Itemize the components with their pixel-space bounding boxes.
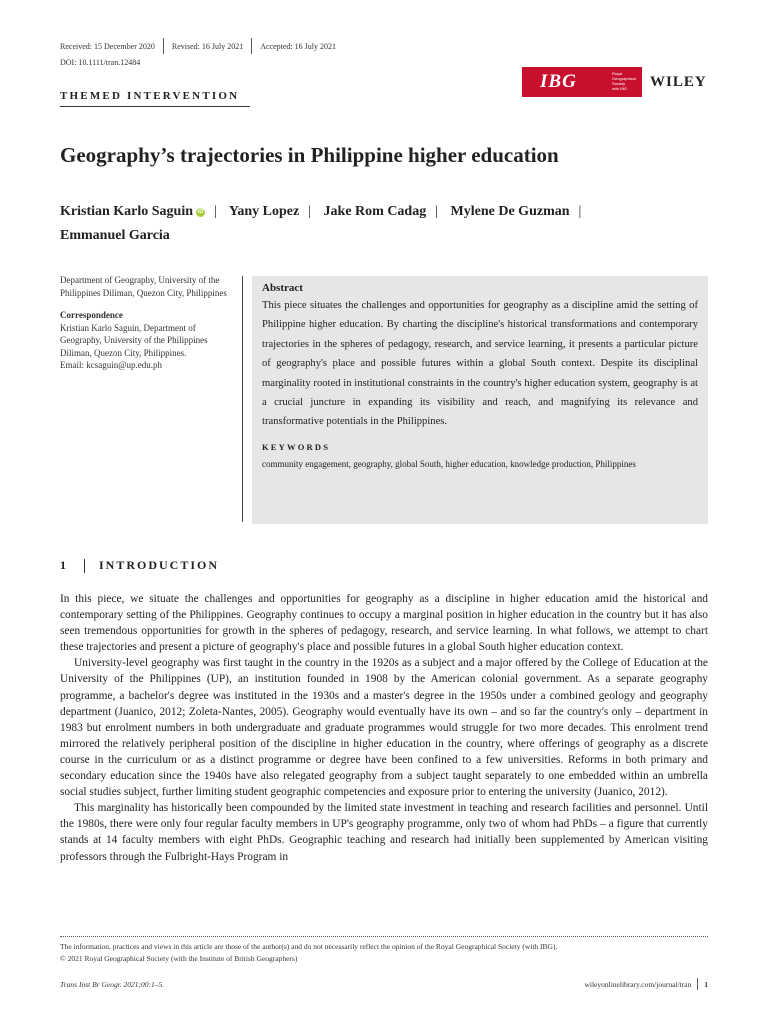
author-list	[60, 200, 720, 248]
section-heading	[60, 558, 219, 573]
footer-right	[584, 978, 708, 990]
revised-date: Revised: 16 July 2021	[171, 41, 244, 51]
article-dates	[60, 38, 336, 54]
author-name[interactable]: Jake Rom Cadag	[323, 204, 427, 219]
divider: |	[214, 204, 217, 219]
accepted-date: Accepted: 16 July 2021	[260, 41, 336, 51]
footnote-rule	[60, 936, 708, 937]
page-footer	[60, 978, 708, 990]
ibg-logo	[522, 67, 642, 97]
disclaimer-text: The information, practices and views in this article are those of the author(s) and do not necessarily reflect the opinion of the Royal Geographical Society (with IBG).	[60, 942, 558, 951]
ibg-logo-text: IBG	[540, 71, 577, 92]
divider: |	[578, 204, 582, 219]
column-divider	[242, 276, 243, 522]
divider	[251, 38, 252, 54]
body-text	[60, 591, 708, 865]
keywords-heading: KEYWORDS	[262, 441, 331, 452]
section-number: 1	[60, 558, 68, 572]
divider	[697, 978, 698, 990]
abstract-heading: Abstract	[262, 282, 303, 294]
abstract-text: This piece situates the challenges and opportunities for geography as a discipline amid the setting of Philippine higher education. By charting the discipline's historical transformations and contemporary trajectories in the spheres of pedagogy, research, and service learning, it presents a particular picture of geography's place and possible futures within a global South context. Despite its disciplinal marginality rooted in institutional constraints in the country's higher education system, geography is at a crucial juncture in expanding its visibility and reach, and magnifying its relevance and transformative potentials in the Philippines.	[262, 300, 698, 428]
keywords-list: community engagement, geography, global South, higher education, knowledge production, Philippines	[262, 458, 636, 469]
ibg-logo-small-text: Royal Geographical Society with IBG	[612, 71, 636, 91]
received-date: Received: 15 December 2020	[60, 41, 155, 51]
article-title: Geography’s trajectories in Philippine higher education	[60, 143, 559, 167]
abstract-box	[252, 276, 708, 524]
section-title: INTRODUCTION	[99, 558, 220, 572]
copyright-text: © 2021 Royal Geographical Society (with the Institute of British Geographers)	[60, 954, 298, 963]
paragraph: In this piece, we situate the challenges and opportunities for geography as a discipline in higher education amid the historical and contemporary setting of the Philippines. Geography continues to occupy a marginal position in higher education in the country but it has also seen tremendous opportunities for growth in the spheres of pedagogy, research, and service learning. In what follows, we attempt to chart these trajectories and present a picture of geography's place and possible futures in a global South higher education context.	[60, 593, 708, 654]
correspondence-text: Kristian Karlo Saguin, Department of Geography, University of the Philippines Diliman, Quezon City, Philippines.	[60, 322, 208, 358]
divider: |	[435, 204, 439, 219]
author-name[interactable]: Yany Lopez	[228, 204, 300, 219]
divider: |	[308, 204, 312, 219]
author-name[interactable]: Kristian Karlo Saguin	[60, 204, 194, 219]
author-name[interactable]: Mylene De Guzman	[450, 204, 570, 219]
section-label: THEMED INTERVENTION	[60, 90, 240, 102]
correspondence-heading: Correspondence	[60, 310, 123, 320]
journal-citation: Trans Inst Br Geogr. 2021;00:1–5.	[60, 979, 165, 989]
author-name[interactable]: Emmanuel Garcia	[60, 228, 170, 243]
orcid-icon[interactable]: iD	[197, 209, 204, 215]
paragraph: University-level geography was first taught in the country in the 1920s as a subject and a major offered by the College of Education at the University of the Philippines (UP), an institution founded in 1908 by the American colonial government. As a separate geography programme, a bachelor's degree was instituted in the 1930s and a master's degree in the 1950s under a combined geology and geography department (Juanico, 2012; Zoleta-Nantes, 2005). Geography would eventually have its own – and so far the country's only – department in 1983 but enrolment numbers in both undergraduate and graduate programmes would struggle for two more decades. This enrolment trend mirrored the relatively peripheral position of the discipline in higher education in the country, where offerings of geography as a discrete course in the curriculum or as a distinct programme or degree have been confined to a few universities. Reforms in both primary and secondary education since the 1940s have also relegated geography from a subject taught separately to one embedded within an umbrella social studies subject, further limiting student geographic competencies and exposure prior to entering the university (Juanico, 2012).	[60, 657, 708, 799]
paragraph: This marginality has historically been compounded by the limited state investment in teaching and research facilities and personnel. Until the 1980s, there were only four regular faculty members in UP's geography programme, only two of whom had PhDs – a figure that currently stands at 14 faculty members with eight PhDs. Geographic teaching and research had initially been supplemented by American visiting professors through the Fulbright-Hays Program in	[60, 802, 708, 863]
divider	[84, 559, 85, 573]
publisher-logos	[522, 67, 707, 97]
section-label-rule	[60, 106, 250, 107]
footnote	[60, 941, 708, 965]
journal-url[interactable]: wileyonlinelibrary.com/journal/tran	[584, 979, 692, 989]
page-number: 1	[704, 979, 708, 989]
doi-link[interactable]: DOI: 10.1111/tran.12484	[60, 58, 141, 67]
correspondence-email[interactable]: Email: kcsaguin@up.edu.ph	[60, 360, 163, 370]
affiliation: Department of Geography, University of the Philippines Diliman, Quezon City, Philippines	[60, 275, 227, 298]
divider	[163, 38, 164, 54]
affiliation-block	[60, 274, 235, 372]
wiley-logo: WILEY	[650, 73, 707, 90]
